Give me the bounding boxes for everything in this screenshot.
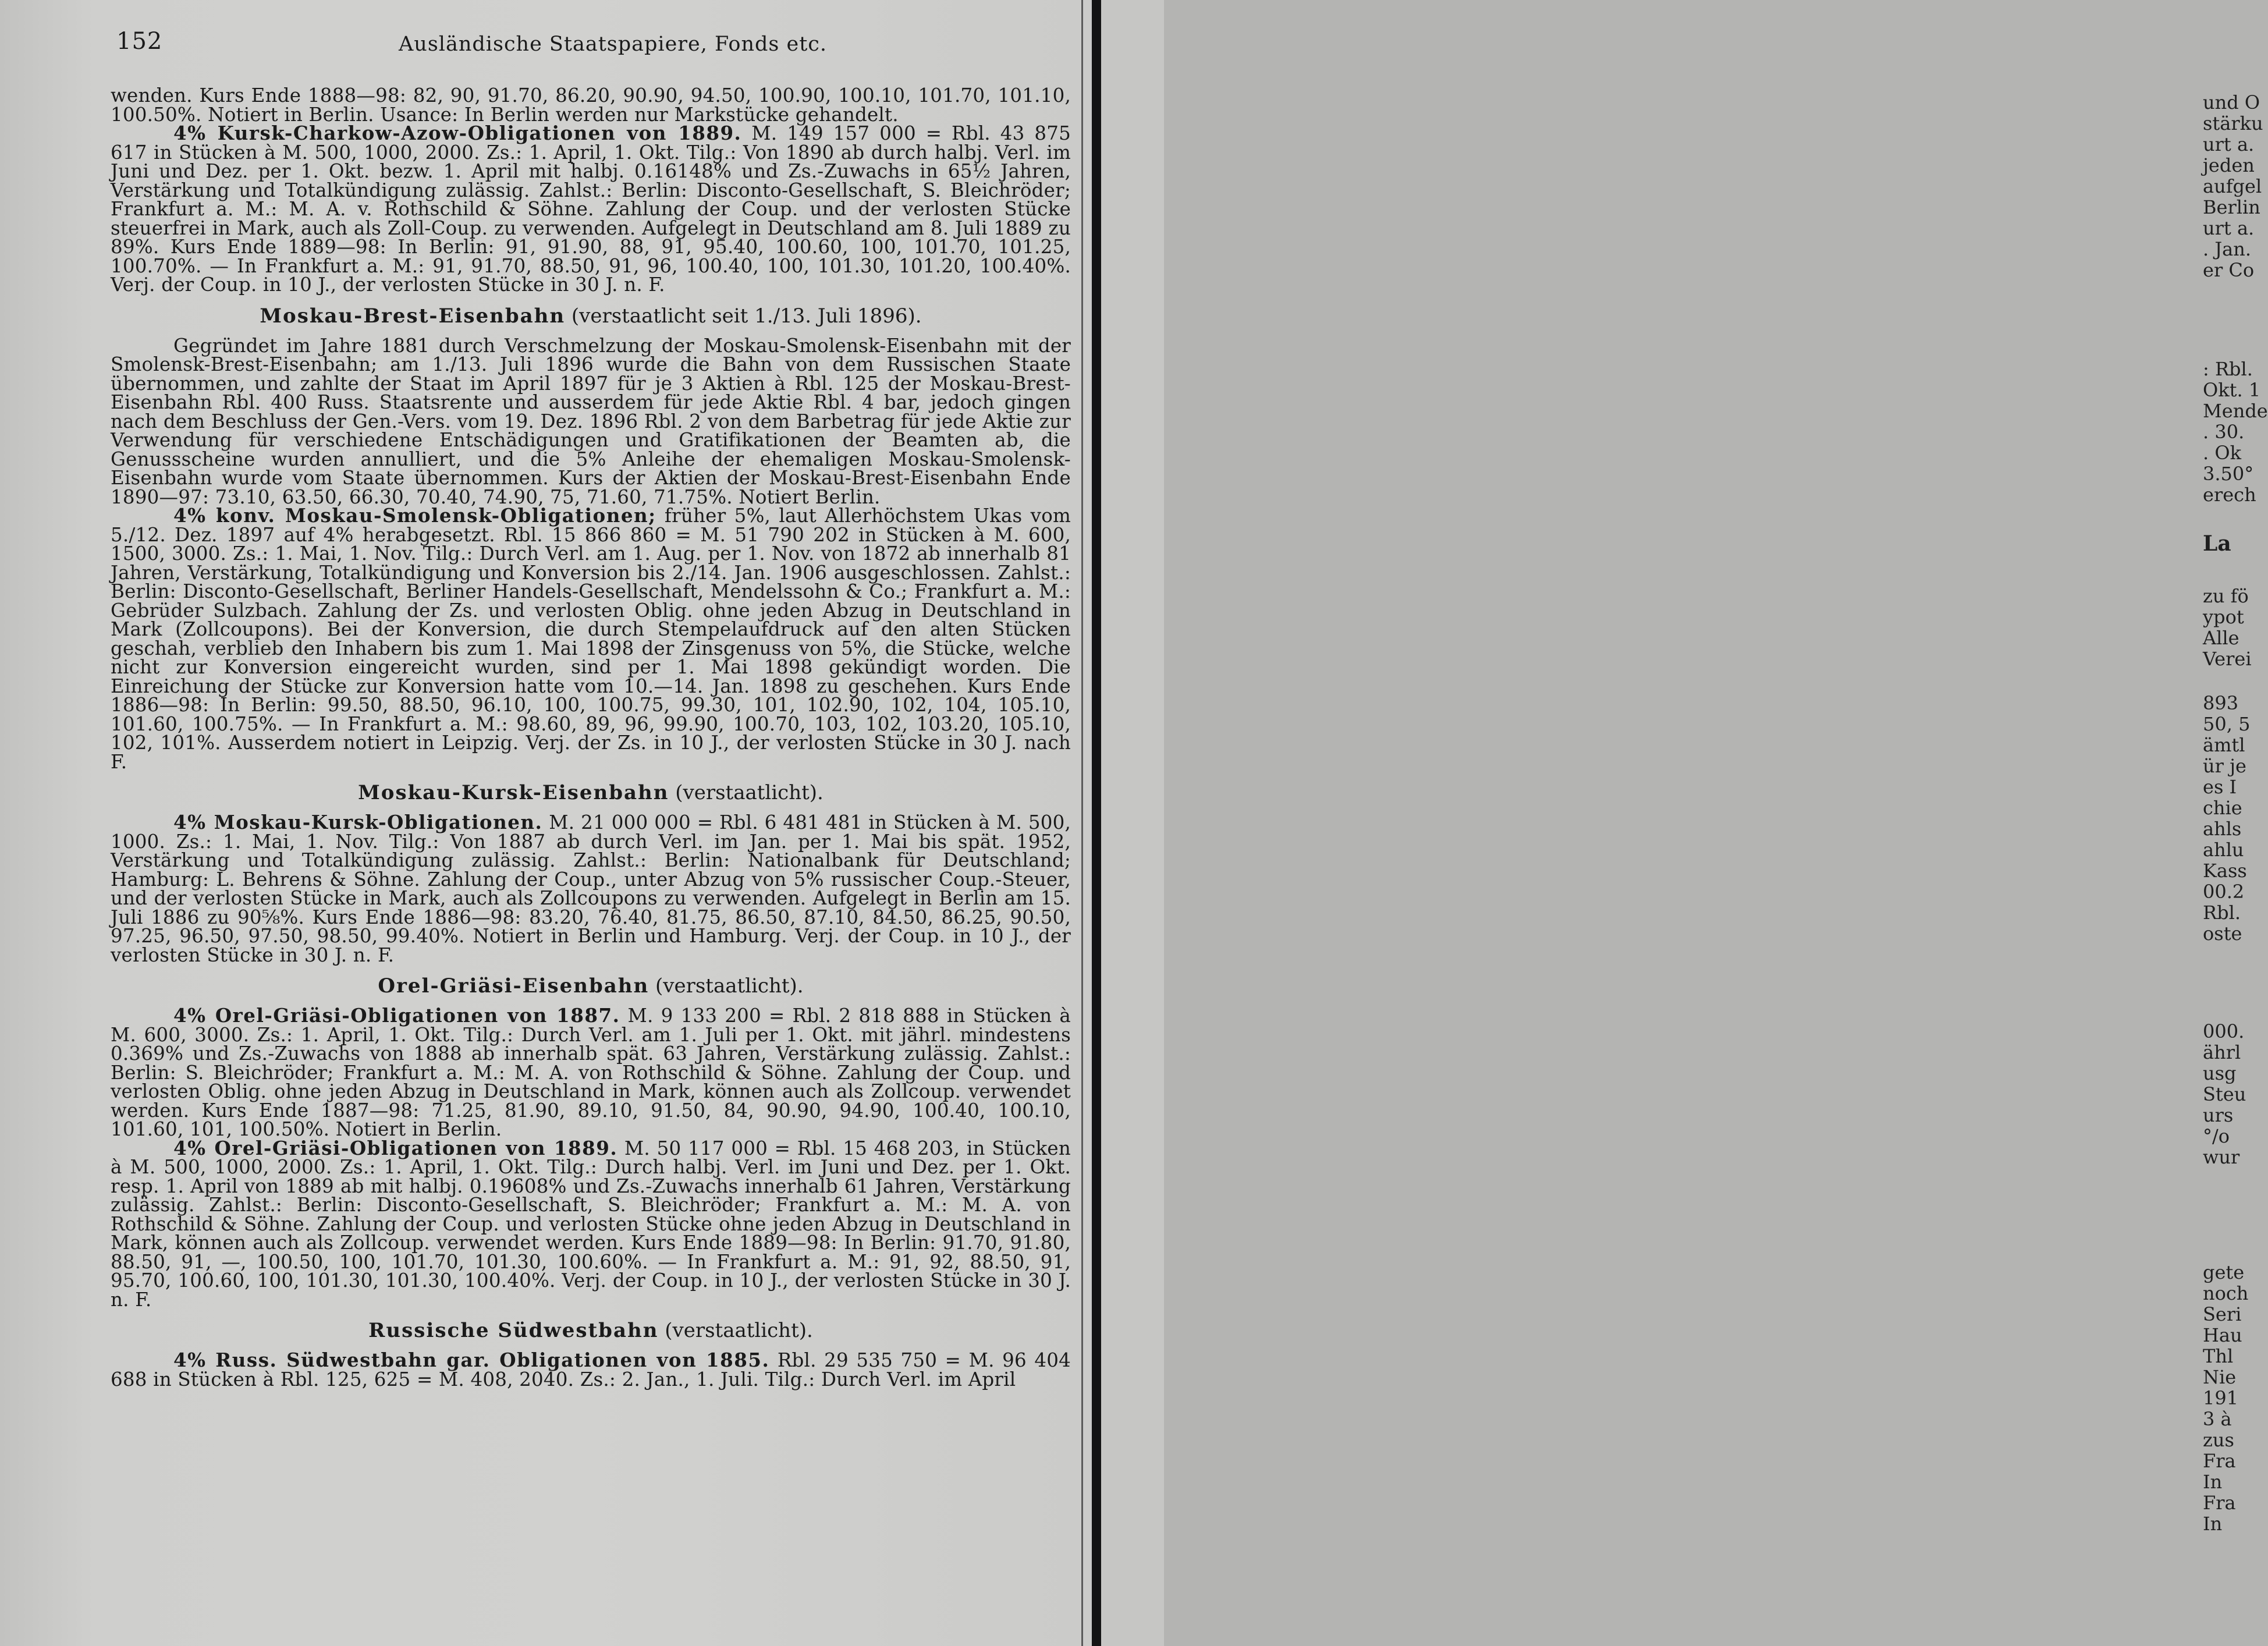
adjacent-fragment: Alle — [2203, 627, 2239, 649]
adjacent-fragment: er Co — [2203, 259, 2255, 281]
adjacent-fragment: 191 — [2203, 1387, 2239, 1409]
adjacent-fragment: 3 à — [2203, 1408, 2232, 1430]
adjacent-fragment: noch — [2203, 1282, 2249, 1304]
adjacent-fragment: 00.2 — [2203, 881, 2245, 903]
adjacent-fragment: : Rbl. — [2203, 358, 2253, 380]
adjacent-fragment: 000. — [2203, 1020, 2245, 1042]
adjacent-fragment: stärku — [2203, 112, 2263, 134]
bond-title: 4% Moskau-Kursk-Obligationen. — [173, 811, 543, 833]
adjacent-fragment: . Ok — [2203, 442, 2241, 464]
adjacent-fragment: . 30. — [2203, 421, 2245, 443]
adjacent-fragment: oste — [2203, 923, 2242, 945]
adjacent-fragment: Hau — [2203, 1324, 2242, 1346]
adjacent-fragment: Fra — [2203, 1450, 2236, 1472]
adjacent-fragment: Mende — [2203, 400, 2268, 422]
section-note: (verstaatlicht). — [675, 781, 824, 804]
bond-title: 4% Kursk-Charkow-Azow-Obligationen von 1889. — [173, 122, 742, 144]
adjacent-fragment: Steu — [2203, 1083, 2246, 1105]
adjacent-fragment: Berlin — [2203, 196, 2260, 218]
section-heading-orel-griaesi — [111, 974, 1071, 998]
adjacent-fragment: chie — [2203, 797, 2242, 819]
adjacent-fragment: und O — [2203, 91, 2260, 113]
section-note: (verstaatlicht seit 1./13. Juli 1896). — [571, 304, 922, 328]
section-text-moskau-brest: Gegründet im Jahre 1881 durch Verschmelzung der Moskau-Smolensk-Eisenbahn mit der Smolensk-Brest-Eisenbahn; am 1./13. Juli 1896 wurde die Bahn von dem Russischen Staate übernommen, und zahlte der Staat im April 1897 für je 3 Aktien à Rbl. 125 der Moskau-Brest-Eisenbahn Rbl. 400 Russ. Staatsrente und ausserdem für jede Aktie Rbl. 4 bar, jedoch gingen nach dem Beschluss der Gen.-Vers. vom 19. Dez. 1896 Rbl. 2 von dem Barbetrag für jede Aktie zur Verwendung für verschiedene Entschädigungen und Gratifikationen der Beamten ab, die Genussscheine wurden annulliert, und die 5% Anleihe der ehemaligen Moskau-Smolensk-Eisenbahn wurde vom Staate übernommen. Kurs der Aktien der Moskau-Brest-Eisenbahn Ende 1890—97: 73.10, 63.50, 66.30, 70.40, 74.90, 75, 71.60, 71.75%. Notiert Berlin. — [111, 334, 1071, 508]
section-heading-moskau-brest — [111, 304, 1071, 328]
adjacent-fragment: ämtl — [2203, 734, 2245, 756]
gutter-shadow — [1081, 0, 1083, 1646]
adjacent-fragment: erech — [2203, 484, 2256, 506]
section-name: Russische Südwestbahn — [368, 1319, 659, 1342]
adjacent-fragment: 893 — [2203, 692, 2239, 714]
adjacent-fragment: Seri — [2203, 1303, 2242, 1325]
adjacent-fragment: jeden — [2203, 154, 2255, 176]
adjacent-fragment: aufgel — [2203, 175, 2262, 197]
page-body — [111, 86, 1071, 1389]
adjacent-page-strip — [1101, 0, 2268, 1646]
bond-title: 4% Russ. Südwestbahn gar. Obligationen von 1885. — [173, 1349, 770, 1371]
bond-orel-griaesi-1889 — [111, 1136, 1071, 1311]
main-column — [87, 0, 1071, 1646]
adjacent-fragment: urt a. — [2203, 217, 2255, 239]
adjacent-fragment: Fra — [2203, 1492, 2236, 1514]
section-name: Moskau-Kursk-Eisenbahn — [358, 781, 669, 804]
adjacent-fragment: °/o — [2203, 1125, 2230, 1147]
adjacent-fragment: ypot — [2203, 606, 2244, 628]
bond-text: früher 5%, laut Allerhöchstem Ukas vom 5./12. Dez. 1897 auf 4% herabgesetzt. Rbl. 15 866 860 = M. 51 790 202 in Stücken à M. 600, 1500, 3000. Zs.: 1. Mai, 1. Nov. Tilg.: Durch Verl. am 1. Aug. per 1. Nov. von 1872 ab innerhalb 81 Jahren, Verstärkung, Totalkündigung und Konversion bis 2./14. Jan. 1906 ausgeschlossen. Zahlst.: Berlin: Disconto-Gesellschaft, Berliner Handels-Gesellschaft, Mendelssohn & Co.; Frankfurt a. M.: Gebrüder Sulzbach. Zahlung der Zs. und verlosten Oblig. ohne jeden Abzug in Deutschland in Mark (Zollcoupons). Bei der Konversion, die durch Stempelaufdruck auf den alten Stücken geschah, verblieb den Inhabern bis zum 1. Mai 1898 der Zinsgenuss von 5%, die Stücke, welche nicht zur Konversion eingereicht wurden, sind per 1. Mai 1898 gekündigt worden. Die Einreichung der Stücke zur Konversion hatte vom 10.—14. Jan. 1898 zu geschehen. Kurs Ende 1886—98: In Berlin: 99.50, 88.50, 96.10, 100, 100.75, 99.30, 101, 102.90, 102, 104, 105.10, 101.60, 100.75%. — In Frankfurt a. M.: 98.60, 89, 96, 99.90, 100.70, 103, 102, 103.20, 105.10, 102, 101%. Ausserdem notiert in Leipzig. Verj. der Zs. in 10 J., der verlosten Stücke in 30 J. nach F. — [111, 505, 1071, 773]
bond-text: Rbl. 29 535 750 = M. 96 404 688 in Stücken à Rbl. 125, 625 = M. 408, 2040. Zs.: 2. Jan., 1. Juli. Tilg.: Durch Verl. im April — [111, 1349, 1071, 1390]
adjacent-fragment: zu fö — [2203, 585, 2249, 607]
adjacent-fragment: . Jan. — [2203, 238, 2252, 260]
adjacent-fragment: zus — [2203, 1429, 2234, 1451]
bond-moskau-smolensk — [111, 506, 1071, 771]
adjacent-fragment: ahlu — [2203, 839, 2244, 861]
section-heading-suedwestbahn — [111, 1318, 1071, 1343]
adjacent-fragment: Kass — [2203, 860, 2247, 882]
adjacent-fragment: In — [2203, 1513, 2223, 1535]
section-note: (verstaatlicht). — [665, 1319, 813, 1342]
adjacent-fragment: gete — [2203, 1261, 2245, 1283]
adjacent-fragment: urs — [2203, 1104, 2234, 1126]
page-gutter — [1092, 0, 1101, 1646]
section-note: (verstaatlicht). — [655, 974, 804, 998]
adjacent-fragment: ährl — [2203, 1041, 2241, 1063]
adjacent-fragment: urt a. — [2203, 133, 2255, 155]
running-title: Ausländische Staatspapiere, Fonds etc. — [399, 33, 827, 56]
adjacent-fragment: Okt. 1 — [2203, 379, 2261, 401]
adjacent-fragment: In — [2203, 1471, 2223, 1493]
bond-title: 4% Orel-Griäsi-Obligationen von 1889. — [173, 1136, 618, 1159]
page-number: 152 — [116, 28, 163, 55]
adjacent-fragment: Verei — [2203, 648, 2252, 670]
adjacent-fragment: ür je — [2203, 755, 2246, 777]
bond-text: M. 21 000 000 = Rbl. 6 481 481 in Stücken à M. 500, 1000. Zs.: 1. Mai, 1. Nov. Tilg.: Von 1887 ab durch Verl. im Jan. per 1. Mai bis spät. 1952, Verstärkung und Totalkündigung zulässig. Zahlst.: Berlin: Nationalbank für Deutschland; Hamburg: L. Behrens & Söhne. Zahlung der Coup., unter Abzug von 5% russischer Coup.-Steuer, und der verlosten Stücke in Mark, auch als Zollcoupons zu verwenden. Aufgelegt in Berlin am 15. Juli 1886 zu 90⅝%. Kurs Ende 1886—98: 83.20, 76.40, 81.75, 86.50, 87.10, 84.50, 86.25, 90.50, 97.25, 96.50, 97.50, 98.50, 99.40%. Notiert in Berlin und Hamburg. Verj. der Coup. in 10 J., der verlosten Stücke in 30 J. n. F. — [111, 811, 1071, 966]
adjacent-fragment: Rbl. — [2203, 902, 2241, 924]
bond-moskau-kursk — [111, 813, 1071, 964]
bond-kursk-charkow-azow — [111, 124, 1071, 295]
adjacent-fragment: Nie — [2203, 1366, 2237, 1388]
bond-orel-griaesi-1887 — [111, 1006, 1071, 1139]
bond-text: M. 50 117 000 = Rbl. 15 468 203, in Stücken à M. 500, 1000, 2000. Zs.: 1. April, 1. Okt. Tilg.: Durch halbj. Verl. im Juni und Dez. per 1. Okt. resp. 1. April von 1889 ab mit halbj. 0.19608% und Zs.-Zuwachs innerhalb 61 Jahren, Verstärkung zulässig. Zahlst.: Berlin: Disconto-Gesellschaft, S. Bleichröder; Frankfurt a. M.: M. A. von Rothschild & Söhne. Zahlung der Coup. und verlosten Stücke ohne jeden Abzug in Deutschland in Mark, können auch als Zollcoup. verwendet werden. Kurs Ende 1889—98: In Berlin: 91.70, 91.80, 88.50, 91, —, 100.50, 100, 101.70, 101.30, 100.60%. — In Frankfurt a. M.: 91, 92, 88.50, 91, 95.70, 100.60, 100, 101.30, 101.30, 100.40%. Verj. der Coup. in 10 J., der verlosten Stücke in 30 J. n. F. — [111, 1137, 1071, 1311]
section-name: Orel-Griäsi-Eisenbahn — [378, 974, 649, 998]
section-name: Moskau-Brest-Eisenbahn — [260, 304, 566, 328]
bond-title: 4% konv. Moskau-Smolensk-Obligationen; — [173, 504, 656, 527]
adjacent-fragment: La — [2203, 531, 2231, 556]
adjacent-fragment: Thl — [2203, 1345, 2234, 1367]
bond-suedwestbahn-1885 — [111, 1351, 1071, 1389]
continued-paragraph: wenden. Kurs Ende 1888—98: 82, 90, 91.70, 86.20, 90.90, 94.50, 100.90, 100.10, 101.70, 101.10, 100.50%. Notiert in Berlin. Usance: In Berlin werden nur Markstücke gehandelt. — [111, 84, 1071, 126]
adjacent-fragment: usg — [2203, 1062, 2237, 1084]
adjacent-fragment: es I — [2203, 776, 2237, 798]
bond-text: M. 149 157 000 = Rbl. 43 875 617 in Stücken à M. 500, 1000, 2000. Zs.: 1. April, 1. Okt. Tilg.: Von 1890 ab durch halbj. Verl. im Juni und Dez. per 1. Okt. bezw. 1. April mit halbj. 0.16148% und Zs.-Zuwachs in 65½ Jahren, Verstärkung und Totalkündigung zulässig. Zahlst.: Berlin: Disconto-Gesellschaft, S. Bleichröder; Frankfurt a. M.: M. A. v. Rothschild & Söhne. Zahlung der Coup. und der verlosten Stücke steuerfrei in Mark, auch als Zoll-Coup. zu verwenden. Aufgelegt in Deutschland am 8. Juli 1889 zu 89%. Kurs Ende 1889—98: In Berlin: 91, 91.90, 88, 91, 95.40, 100.60, 100, 101.70, 101.25, 100.70%. — In Frankfurt a. M.: 91, 91.70, 88.50, 91, 96, 100.40, 100, 101.30, 101.20, 100.40%. Verj. der Coup. in 10 J., der verlosten Stücke in 30 J. n. F. — [111, 122, 1071, 296]
adjacent-fragment: 50, 5 — [2203, 713, 2251, 735]
bond-title: 4% Orel-Griäsi-Obligationen von 1887. — [173, 1004, 620, 1027]
adjacent-fragment: 3.50° — [2203, 463, 2254, 485]
adjacent-fragment: ahls — [2203, 818, 2242, 840]
bond-text: M. 9 133 200 = Rbl. 2 818 888 in Stücken à M. 600, 3000. Zs.: 1. April, 1. Okt. Tilg.: Durch Verl. am 1. Juli per 1. Okt. mit jährl. mindestens 0.369% und Zs.-Zuwachs von 1888 ab innerhalb spät. 63 Jahren, Verstärkung zulässig. Zahlst.: Berlin: S. Bleichröder; Frankfurt a. M.: M. A. von Rothschild & Söhne. Zahlung der Coup. und verlosten Oblig. ohne jeden Abzug in Deutschland in Mark, können auch als Zollcoup. verwendet werden. Kurs Ende 1887—98: 71.25, 81.90, 89.10, 91.50, 84, 90.90, 94.90, 100.40, 100.10, 101.60, 101, 100.50%. Notiert in Berlin. — [111, 1005, 1071, 1140]
adjacent-fragment: wur — [2203, 1146, 2240, 1168]
section-heading-moskau-kursk — [111, 781, 1071, 805]
